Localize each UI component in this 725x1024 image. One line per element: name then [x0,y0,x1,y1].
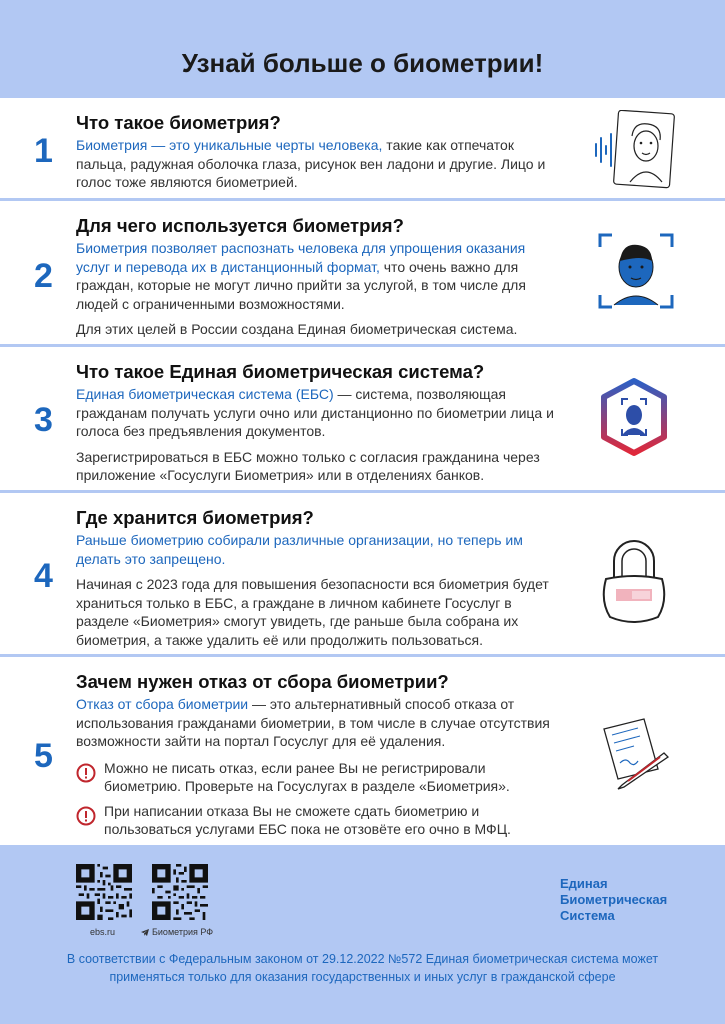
document-pen-icon [590,715,674,795]
brand-line: Единая [560,876,608,891]
brand-line: Система [560,908,615,923]
section-text [76,531,556,568]
warning-note [76,802,566,839]
section-content [76,215,556,339]
highlight-text: Единая биометрическая система (ЕБС) [76,386,334,402]
page-title: Узнай больше о биометрии! [181,48,544,78]
telegram-icon [141,929,149,936]
section-number: 2 [34,257,53,295]
face-voice-illustration [590,110,680,190]
section-content [76,361,556,485]
section-content [76,507,556,649]
warning-notes [76,759,566,839]
section-3 [0,347,725,490]
warning-note [76,759,566,796]
warning-icon [76,763,96,783]
body-text: — система, позволяющая гражданам получать услуги очно или дистанционно по биометрии лица и голоса без предъявления документов. [76,386,554,439]
padlock-icon [598,537,670,627]
section-4 [0,493,725,654]
body-text: — это альтернативный способ отказа от использования гражданами биометрии, в том числе в случае отсутствия возможности зайти на портал Госуслуг для её удаления. [76,696,550,749]
section-text [76,695,566,751]
section-text [76,385,556,441]
section-text [76,136,556,192]
section-title: Что такое биометрия? [76,112,281,133]
brand-line: Биометрическая [560,892,668,907]
highlight-text: Биометрия — это уникальные черты человека, [76,137,383,153]
warning-icon [76,806,96,826]
qr-label-ebs: ebs.ru [90,927,116,937]
section-text [76,239,556,313]
highlight-text: Отказ от сбора биометрии [76,696,249,712]
qr-code-biometria-rf[interactable] [152,864,208,920]
section-text-2: Зарегистрироваться в ЕБС можно только с согласия гражданина через приложение «Госуслуги Биометрия» или в отделениях банков. [76,448,540,483]
qr-label-biometria-rf: Биометрия РФ [152,927,214,937]
warning-text: Можно не писать отказ, если ранее Вы не регистрировали биометрию. Проверьте на Госуслугах в разделе «Биометрия». [104,759,510,794]
section-title: Зачем нужен отказ от сбора биометрии? [76,671,449,692]
section-number: 4 [34,557,53,595]
header-band [0,0,725,98]
warning-text: При написании отказа Вы не сможете сдать биометрию и пользоваться услугами ЕБС пока не отзовёте его очно в МФЦ. [104,802,511,837]
section-title: Где хранится биометрия? [76,507,314,528]
qr-code-ebs[interactable] [76,864,132,920]
section-1 [0,98,725,198]
section-number: 3 [34,401,53,439]
section-title: Что такое Единая биометрическая система? [76,361,485,382]
section-text-2: Начиная с 2023 года для повышения безопасности вся биометрия будет храниться только в ЕБС, а граждане в личном кабинете Госуслуг в разделе «Биометрия» смогут увидеть, где раньше была собрана их биометрия, а также удалить её или продолжить пользоваться. [76,576,549,648]
ebs-brand [560,876,667,924]
section-2 [0,201,725,344]
legal-notice: В соответствии с Федеральным законом от 29.12.2022 №572 Единая биометрическая система может применяться только для оказания государственных и иных услуг в гражданской сфере [66,952,659,984]
highlight-text: Раньше биометрию собирали различные организации, но теперь им делать это запрещено. [76,532,523,567]
face-scan-icon [598,233,674,309]
section-content [76,671,566,839]
section-5 [0,657,725,845]
ebs-logo-icon [598,377,670,457]
body-text: что очень важно для граждан, которые не могут лично прийти за услугой, в том числе для людей с ограниченными возможностями. [76,258,526,312]
section-number: 5 [34,737,53,775]
section-content [76,112,556,192]
section-number: 1 [34,132,53,170]
highlight-text: Биометрия позволяет распознать человека для упрощения оказания услуг и перевода их в дистанционный формат, [76,240,526,275]
section-title: Для чего используется биометрия? [76,215,404,236]
body-text: такие как отпечаток пальца, радужная оболочка глаза, рисунок вен ладони и другие. Лицо и голос тоже являются биометрией. [76,137,546,190]
section-text-2: Для этих целей в России создана Единая биометрическая система. [76,321,518,337]
